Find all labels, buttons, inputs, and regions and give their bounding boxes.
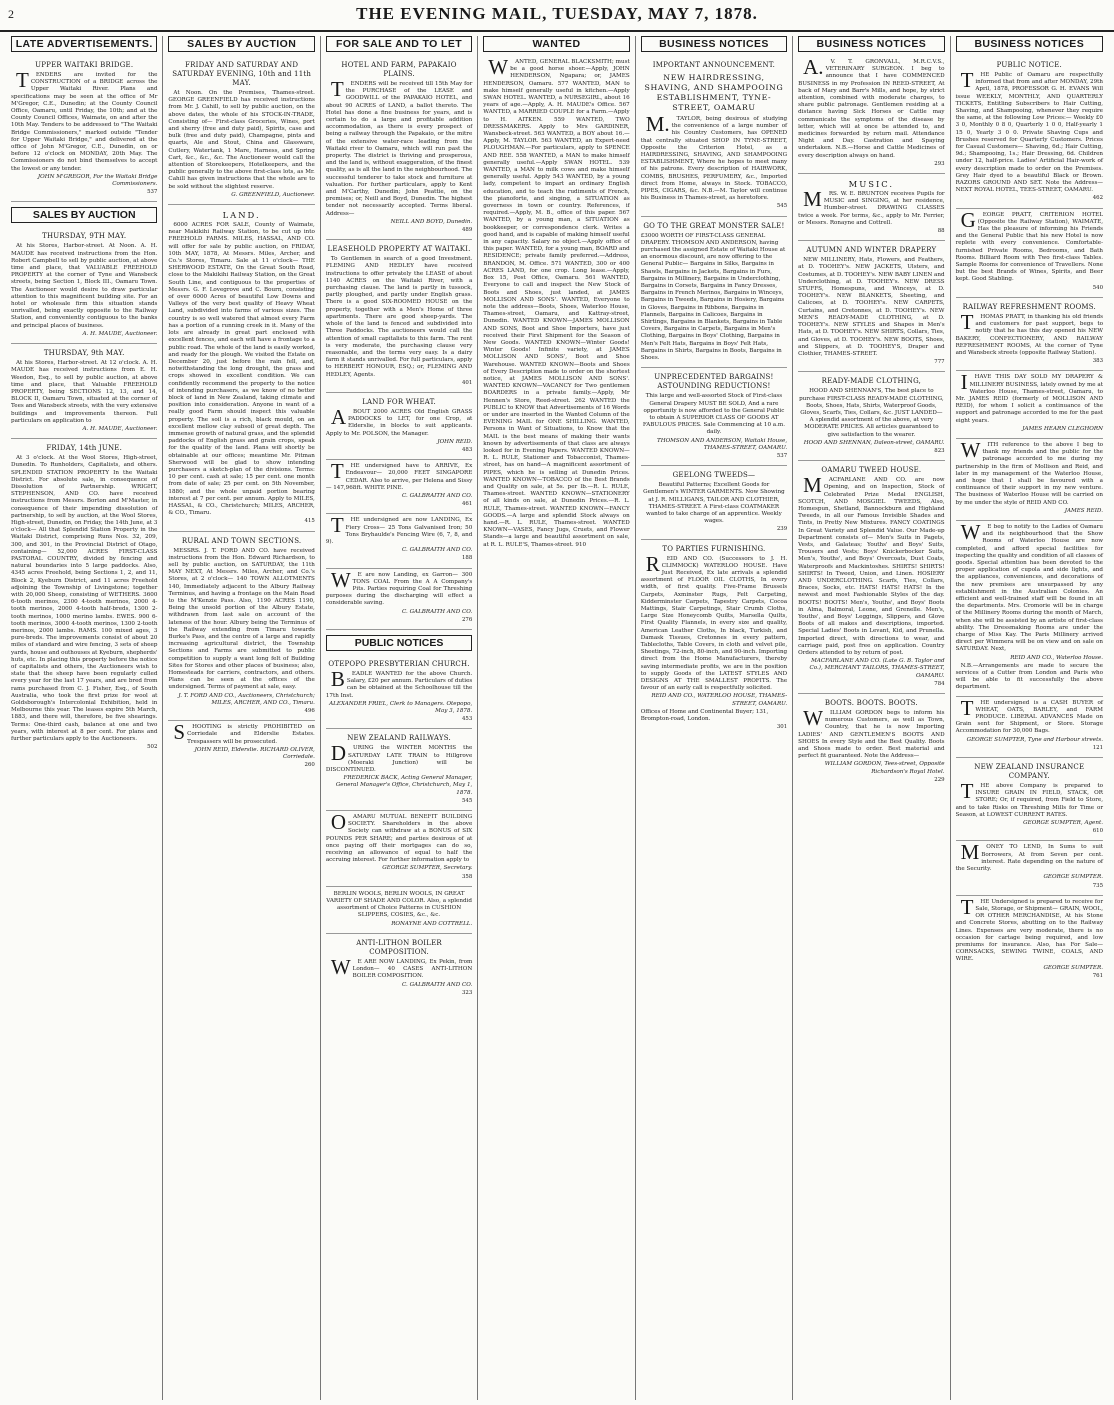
column-heading: WANTED <box>483 36 629 52</box>
ad-heading: UNPRECEDENTED BARGAINS! ASTOUNDING REDUCTIONS! <box>654 373 774 391</box>
advertisement <box>798 241 944 372</box>
column-business-notices-2 <box>793 36 950 1400</box>
ad-body: NEW MILLINERY, Hats, Flowers, and Feathers, at D. TOOHEY's. NEW JACKETS, Ulsters, and Costumes, at D. TOOHEY's. NEW BABY LINEN and Underclothing, at D. TOOHEY's. NEW DRESS STUFFS, Homespuns, and Winceys, at D. TOOHEY's. NEW BLANKETS, Sheeting, and Calicoes, at D. TOOHEY's. NEW CARPETS, Curtains, and Cretonnes, at D. TOOHEY's. NEW MEN'S READY-MADE CLOTHING, at D. TOOHEY's. NEW STYLES and Shapes in Men's Hats, at D. TOOHEY's. NEW SHIRTS, Collars, Ties, and Gloves, at D. TOOHEY's. NEW BOOTS, Shoes, and Slippers, at D. TOOHEY'S, Draper and Clothier, THAMES-STREET. <box>798 257 945 357</box>
advertisement <box>956 758 1103 841</box>
ad-signature: FREDERICK BACK, Acting General Manager, General Manager's Office, Christchurch, May 1, 1878. <box>335 775 473 796</box>
advertisement <box>11 439 157 756</box>
ad-reference: 323 <box>461 989 473 996</box>
advertisement <box>483 56 629 553</box>
ad-body: THE Public of Oamaru are respectfully informed that from and after MONDAY, 29th April, 1878, PROFESSOR G. H. EVANS Will issue WEEKLY, MONTHLY, AND QUARTERLY TICKETS, Entitling Subscribers to Hair Cutting, Shaving, and Shampooing, whenever they require the same, at the following Low Prices:— Weekly £0 3 0, Monthly 0 8 0, Quarterly 1 0 0, Half-yearly 1 15 0, Yearly 3 0 0. Private Shaving Cups and Brushes reserved for Quarterly Customers. Prices for Casual Customers— Shaving, 6d.; Hair Cutting, 9d.; Shampooing, 1s.; Hair Dressing, 6d. Children under 12, half-price. Ladies' Artificial Hair-work of every description made to order on the Premises. Grey Hair dyed to a beautiful Black or Brown. RAZORS GROUND AND SET. Note the Address— NEXT ROYAL HOTEL, TEES-STREET, OAMARU. <box>955 68 1103 194</box>
ad-signature: GEORGE SUMPTER, Tyne and Harbour streets. <box>966 736 1103 743</box>
ad-signature: C. GALBRAITH AND CO. <box>401 608 473 615</box>
ad-reference: 401 <box>461 379 473 386</box>
ad-signature: C. GALBRAITH AND CO. <box>401 547 473 554</box>
ad-reference: 383 <box>1092 358 1103 365</box>
ad-date: FRIDAY AND SATURDAY AND SATURDAY EVENING, 10th and 11th MAY. <box>172 61 312 87</box>
ad-body: THE undersigned have to ARRIVE, Ex Endeavour— 20,000 FEET SINGAPORE CEDAR. Also to arrive, per Helena and Sissy— 147,968ft. WHITE PINE. <box>325 459 473 491</box>
columns <box>6 36 1108 1400</box>
ad-heading: RAILWAY REFRESHMENT ROOMS. <box>962 302 1096 311</box>
advertisement <box>798 174 944 241</box>
ad-signature: GEORGE SUMPTER. <box>1043 964 1103 971</box>
ad-reference: 358 <box>461 873 473 880</box>
ad-body: WITH reference to the above I beg to thank my friends and the public for the patronage accorded to me during my partnership in the firm of Mollison and Reid, and later in my management of the Waterloo House, and hope that I shall be favoured with a continuance of their support in my new venture. The business of Waterloo House will be carried on by me under the style of REID AND CO. <box>955 437 1103 506</box>
advertisement <box>798 694 944 789</box>
ad-signature: JOHN M'GREGOR, For the Waitaki Bridge Commissioners. <box>37 173 158 188</box>
ad-heading: LAND FOR WHEAT. <box>362 397 436 406</box>
column-for-sale-and-to-let <box>321 36 478 1400</box>
advertisement <box>641 368 787 466</box>
ad-body: BEADLE WANTED for the above Church. Salary, £20 per annum. Particulars of duties can be obtained at the Schoolhouse till the 17th Inst. <box>325 667 473 699</box>
advertisement <box>798 56 944 174</box>
ad-signature: GEORGE SUMPTER. <box>1043 874 1103 881</box>
ad-signature: ALEXANDER FRIEL, Clerk to Managers. Otepopo, May 3, 1878. <box>329 700 473 715</box>
advertisement <box>326 569 472 630</box>
ad-reference: 537 <box>776 452 788 459</box>
ad-reference: 301 <box>776 724 788 731</box>
advertisement <box>956 371 1103 439</box>
advertisement <box>326 56 472 240</box>
advertisement <box>956 896 1103 985</box>
ad-reference: 88 <box>937 228 945 235</box>
ad-reference: 735 <box>1092 882 1103 889</box>
column-heading: LATE ADVERTISEMENTS. <box>11 36 157 52</box>
ad-reference: 545 <box>461 797 473 804</box>
ad-body: 6000 ACRES FOR SALE, County of Waimate, near Makikihi Railway Station, to be cut up into FREEHOLD FARMS. MILES, HASSAL, AND CO. will offer for sale by public auction, on FRIDAY, 10th MAY, 1878, At Messrs. Miles, Archer, and Co.'s Stores, Timaru. Sale at 11 o'clock— THE SHERWOOD ESTATE, On the Great South Road, close to the Makikihi Railway Station, on the Great South Line, and contiguous to the properties of Messrs. G. F. Lovegrove and C. Bourn, consisting of over 6000 Acres of beautiful Low Downs and Valleys of the very best quality of Heavy Wheat Land, subdivided into farms of various sizes. The country is so well watered that almost every Farm has a portion of a running creek in it. Many of the lots are already in great part enclosed with excellent fences, and each will have a frontage to a public road. The whole of the land is easily worked, and ready for the plough. We visited the Estate on December 20, just before the rain fell, and, notwithstanding the long drought, the grass and crops showed in excellent condition. We can confidently recommend the property to the notice of intending purchasers, as we know of no better block of land in New Zealand, taking climate and position into consideration. Anyone in want of a really good Farm should inspect this valuable property. The soil is a rich, black mould, on an excellent mellow clay subsoil of great depth. The immense growth of natural grass, and the splendid paddocks of English grass and grain crops, speak for the quality of the land. Plans will shortly be obtainable at our offices; meantime Mr. Pitman Sherwood will be glad to show intending purchasers a sketch-plan of the divisions. Terms: 10 per cent. cash at sale; 15 per cent. one month from date of sale; 25 per cent. on 5th November, 1880; and the whole unpaid portion bearing interest at 7 per cent. per annum. Apply to MILES, HASSAL, & CO., Christchurch; MILES, ARCHER, & CO., Timaru. <box>168 222 315 517</box>
ad-signature: C. GALBRAITH AND CO. <box>401 492 473 499</box>
ad-heading: OTEPOPO PRESBYTERIAN CHURCH. <box>328 660 470 668</box>
ad-signature: RONAYNE AND COTTRELL. <box>391 920 473 927</box>
advertisement <box>168 56 314 205</box>
ad-body: £3000 WORTH OF FIRST-CLASS GENERAL DRAPERY. THOMSON AND ANDERSON, having purchased the assigned Estate of Waitaki House at an enormous discount, are now offering to the General Public— Bargains in Silks, Bargains in Shawls, Bargains in Jackets, Bargains in Furs, Bargains in Millinery, Bargains in Underclothing, Bargains in Corsets, Bargains in Fancy Dresses, Bargains in French Merinos, Bargains in Winceys, Bargains in Tweeds, Bargains in Hosiery, Bargains in Gloves, Bargains in Ribbons, Bargains in Flannels, Bargains in Calicoes, Bargains in Shirtings, Bargains in Blankets, Bargains in Table Covers, Bargains in Carpets, Bargains in Men's Clothing, Bargains in Boys' Clothing, Bargains in Men's Felt Hats, Bargains in Boys' Felt Hats, Bargains in Shirts, Bargains in Boots, Bargains in Shoes. <box>640 232 786 362</box>
ad-date: THURSDAY, 9th MAY. <box>43 349 125 358</box>
ad-reference: 545 <box>776 203 788 210</box>
ad-signature: NEILL AND BOYD, Dunedin. <box>390 218 473 225</box>
advertisement <box>11 56 157 202</box>
ad-heading: AUTUMN AND WINTER DRAPERY <box>806 246 937 255</box>
ad-heading: ANTI-LITHON BOILER COMPOSITION. <box>356 938 442 956</box>
ad-signature: C. GALBRAITH AND CO. <box>401 981 473 988</box>
ad-signature: J. T. FORD AND CO., Auctioneers, Christchurch; MILES, ARCHER, AND CO., Timaru. <box>178 692 315 706</box>
ad-reference: 823 <box>934 447 945 454</box>
advertisement <box>641 56 787 217</box>
ad-body: WILLIAM GORDON begs to inform his numerous Customers, as well as Town, Country, that he is now Importing LADIES' AND GENTLEMEN'S BOOTS AND SHOES In every Style and the Best Quality. Boots and Shoes made to order. Best material and perfect fit guaranteed. Note the Address— <box>798 706 945 760</box>
ad-date: FRIDAY, 14th JUNE. <box>46 444 123 453</box>
ad-reference: 610 <box>1092 828 1103 835</box>
advertisement <box>798 372 944 461</box>
ad-reference: 260 <box>304 762 315 769</box>
advertisement <box>326 934 472 1002</box>
ad-heading: IMPORTANT ANNOUNCEMENT. <box>652 61 776 69</box>
advertisement <box>956 697 1103 758</box>
ad-heading: BOOTS. BOOTS. BOOTS. <box>824 699 918 708</box>
advertisement <box>326 811 472 887</box>
ad-signature: JOHN REID. <box>437 438 473 445</box>
ad-heading: OAMARU TWEED HOUSE. <box>821 466 922 475</box>
advertisement <box>326 514 472 568</box>
ad-heading: TO PARTIES FURNISHING. <box>662 544 766 553</box>
column-late-advertisements <box>6 36 163 1400</box>
ad-heading: PUBLIC NOTICE. <box>996 61 1062 69</box>
ad-heading: READY-MADE CLOTHING, <box>821 377 922 386</box>
ad-body: WE are now Landing, ex Garron— 300 TONS COAL From the A A Company's Pits. Parties requiring Coal for Threshing purposes during the discharging will effect a considerable saving. <box>325 567 473 607</box>
column-heading: BUSINESS NOTICES <box>641 36 787 52</box>
advertisement <box>798 461 944 694</box>
ad-heading: LEASEHOLD PROPERTY AT WAITAKI. <box>327 245 471 254</box>
ad-body: TENDERS are invited for the CONSTRUCTION of a BRIDGE across the Upper Waitaki River. Plans and specifications may be seen at the office of Mr M'Gregor, C.E., Dunedin; at the County Council Office, Oamaru, until Friday, the 10th; and at the County Council Offices, Waimate, on and after the 10th May. Tenders to be addressed to "The Waitaki Bridge Commissioners," marked outside "Tender for Upper Waitaki Bridge," and delivered at the office of John M'Gregor, C.E., Dunedin, on or before 12 o'clock on MONDAY, 20th May. The Commissioners do not bind themselves to accept the lowest or any tender. <box>11 68 158 172</box>
ad-body: THE undersigned is a CASH BUYER of WHEAT, OATS, BARLEY, and FARM PRODUCE. LIBERAL ADVANCES Made on Grain sent for Shipment, or Store. Storage Accommodation for 30,000 Bags. <box>955 695 1103 735</box>
section-heading: SALES BY AUCTION <box>11 207 157 223</box>
ad-reference: 415 <box>304 518 315 525</box>
ad-body: TENDERS will be received till 15th May for the PURCHASE of the LEASE and GOODWILL of the PAPAKAIO HOTEL, and about 90 ACRES of LAND, a ballot thereto. The Hotel has done a fine business for years, and is certain to do a large and profitable addition accommodation, as there is every prospect of being a railway through the Papakaio, or the mitre of the extensive water-race leading from the Waitaki river to Oamaru, which will run past the property. The district is thriving and prosperous, and the land is, without exaggeration, of the finest quality, as is all the land in the neighbourhood. The successful tenderer to take stock and furniture at valuation. For further particulars, apply to Kent and M'Carthy, Dunedin; John Peattie, on the premises; or, Neill and Boyd, Dunedin. The highest tender not necessarily accepted. Terms liberal. Address— <box>325 77 473 217</box>
advertisement <box>641 540 787 737</box>
page-number: 2 <box>8 7 14 21</box>
ad-heading: HOTEL AND FARM, PAPAKAIO PLAINS. <box>341 61 457 78</box>
ad-body: REID AND CO. (Successors to J. H. CLIMMOCK) WATERLOO HOUSE. Have Just Received, Ex late arrivals a splendid assortment of FLOOR OIL CLOTHS, In every width, of first quality. Five-Frame Brussels Carpets, Axminster Rugs, Felt Carpeting, Kidderminster Carpets, Tapestry Carpets, Cocoa Mattings, Stair Carpetings, Stair Crumb Cloths, Large Size Honeycomb Quilts, Marsella Quilts, First Quality Flannels, in every size and quality, American Leather Cloths, In black, Turkish, and Damask Tissues, Cretonnes in every pattern, Tablecloths, Table Covers, in cloth and velvet pile, Sheetings, 72-inch, 80-inch, and 90-inch. Importing direct from the Home Manufacturers, thereby saving intermediate profits, we are in the position to supply Goods of the LATEST STYLES AND DESIGNS AT THE SMALLEST PROFITS. The favour of an early call is respectfully solicited. <box>640 551 788 692</box>
advertisement <box>326 655 472 729</box>
ad-signature: HOOD AND SHENNAN, Daleon-street, OAMARU. <box>803 439 945 446</box>
ad-reference: 496 <box>304 708 315 715</box>
section-heading: PUBLIC NOTICES <box>326 635 472 651</box>
ad-signature: REID AND CO., WATERLOO HOUSE, THAMES-STREET, OAMARU. <box>651 693 788 707</box>
ad-signature: GEORGE SUMPTER, Agent. <box>1023 820 1103 827</box>
advertisement <box>326 240 472 393</box>
ad-reference: 540 <box>1092 284 1103 291</box>
ad-signature: REID AND CO., Waterloo House. <box>1010 654 1103 661</box>
advertisement <box>956 439 1103 521</box>
ad-body: SHOOTING is strictly PROHIBITED on Corriedale and Elderslie Estates. Trespassers will be prosecuted. <box>173 720 315 745</box>
ad-body: At 3 o'clock. At the Wool Stores, High-street, Dunedin. To Runholders, Capitalists, and others. SPLENDID STATION PROPERTY In the Waitaki District. For absolute sale, in consequence of Dissolution of Partnership. WRIGHT, STEPHENSON, AND CO. have received instructions from Messrs. Borton and M'Master, in consequence of their impending dissolution of partnership, to sell by auction, at the Wool Stores, High-street, Dunedin, on Friday, the 14th June, at 3 o'clock— All that Splendid Station Property in the Waitaki District, comprising Runs Nos. 32, 209, 300, and 301, in the Provincial District of Otago, containing— 52,000 ACRES FIRST-CLASS PASTORAL COUNTRY, divided by fencing and natural boundaries into 5 large paddocks. Also, 4345 acres Freehold, being Sections 1, 2, and 11, Block 2, Kyeburn District, and 11 acres Freehold adjoining the Township of Livingstone; together with 20,000 Sheep, consisting of WETHERS. 3600 6-tooth merinos, 2300 4-tooth merinos, 2000 4-tooth merinos, 2000 4-tooth half-breds, 1300 2-tooth merinos, 1000 merino lambs. EWES. 900 6-tooth merinos, 3000 4-tooth merinos, 1300 2-tooth merinos, 2000 lambs. RAMS. 100 mixed ages, 3 pure-breds. The improvements consist of about 20 miles of standard and wire fencing, 3 sets of sheep yards, house and outhouses at Kyeburn, shepherds' huts, etc. In placing this property before the notice of capitalists and others, the Auctioneers wish to state that the sheep have been regularly culled every year for the last 17 years, and are bred from rams purchased from C. J. Fisher, Esq., of South Australia, who took the first prize for wool at Goldsborough's Intercolonial Exhibition, held in Melbourne this year. The leases expire 5th March, 1883, and there will, therefore, be five shearings. Terms: One-third cash, balance at one and two years, with interest at 8 per cent. For plans and further particulars apply to the Auctioneers. <box>11 455 158 743</box>
ad-body: GEORGE PRATT, CRITERION HOTEL (Opposite the Railway Station), WAIMATE, Has the pleasure of informing his Friends and the General Public that his new Hotel is now replete with every convenience. Comfortable-furnished Private Rooms, Bedrooms, and Bath Rooms. Billiard Room with Two first-class Tables. Sample Rooms for convenience of Travellers. None but the best Brands of Wines, Spirits, and Beer kept. Good Stabling. <box>955 207 1103 283</box>
ad-signature: A. H. MAUDE, Auctioneer. <box>82 425 158 432</box>
ad-body: WE beg to notify to the Ladies of Oamaru and its neighbourhood that the Show Rooms of Waterloo House are now completed, and afford special facilities for inspecting the quality and condition of all classes of goods. Special attention has been devoted to the proper application of cupola and side lights, and the appliances, conveniences, and decorations of the new premises are unsurpassed by any establishment in the Australian Colonies. An efficient and well-trained staff will be found in all the departments. Mrs. Cromorie will be in charge of the Millinery Rooms during the month of March, when she will be assisted by an artiste of first-class ability. The Dressmaking Rooms are under the charge of Miss Kay. The Paris Millinery arrived direct per Wimmera will be on view and on sale on SATURDAY. Next, <box>955 519 1103 653</box>
advertisement <box>11 227 157 344</box>
column-business-notices-1 <box>636 36 793 1400</box>
advertisement <box>956 841 1103 895</box>
ad-reference: 761 <box>1092 972 1103 979</box>
ad-body: ABOUT 2000 ACRES Old English GRASS PADDOCKS to LET, for one Crop, at Elderslie, in blocks to suit applicants. Apply to Mr. POLSON, the Manager. <box>325 404 473 437</box>
ad-body: BERLIN WOOLS, BERLIN WOOLS, IN GREAT VARIETY OF SHADE AND COLOR. Also, a splendid assortment of Choice Patterns in CUSHION SLIPPERS, COSIES, &c., &c. <box>326 890 472 919</box>
ad-reference: 121 <box>1092 744 1103 751</box>
ad-signature: WILLIAM GORDON, Tees-street, Opposite Richardson's Royal Hotel. <box>824 761 945 775</box>
advertisement <box>326 460 472 514</box>
ad-title: NEW HAIRDRESSING, SHAVING, AND SHAMPOOING ESTABLISHMENT, TYNE-STREET, OAMARU <box>644 73 784 112</box>
ad-reference: 537 <box>147 189 158 196</box>
ad-reference: 777 <box>934 359 945 366</box>
ad-reference: 188 <box>461 555 473 562</box>
wanted-notices: WANTED, GENERAL BLACKSMITH; must be a good horse shoer.—Apply, JOHN HENDERSON, Ngapara; or, JAMES HENDERSON, Oamaru. 577 WANTED, MAN to make himself generally useful in kitchen.—Apply SWAN HOTEL. WANTED, a NURSEGIRL, about 16 years of age.—Apply, A. H. MAUDE's Office. 567 WANTED, a MARRIED COUPLE for a Farm.—Apply to H. AITKEN. 559 WANTED, TWO DRESSMAKERS. Apply to Mrs GARDINER, Wansbeck-street. 563 WANTED, a BOY about 16.—Apply, M. TAYLOR. 563 WANTED, an Expert-need PLOUGHMAN.—For particulars, apply to SPENCE AND REE. 558 WANTED, a MAN to make himself generally useful.—Apply SWAN HOTEL. 539 WANTED, a MAN to milk cows and make himself generally useful. Apply 543 WANTED, by a young lady, competent to impart an ordinary English education, and to teach the rudiments of French, the pianoforte, and singing, a SITUATION as governess in town or country. References, if required.—Apply, M. B., office of this paper. 567 WANTED, by a young man, a SITUATION as bookkeeper, or correspondence clerk. Writes a good hand, and is capable of making himself useful in any capacity. Salary no object.—Apply office of this paper. WANTED, for a young man, BOARD and RESIDENCE; private family preferred.—Address, BRANDON, M. Office. 571 WANTED, 300 or 400 ACRES LAND, for one crop. Long lease.—Apply, Box 15, Post Office, Oamaru. 561 WANTED, Everyone to call and inspect the New Stock of Boots and Shoes, just landed, at JAMES MOLLISON AND SONS'. WANTED, Everyone to note the address—Boots, Shoes, Waterloo House, Thames-street, Oamaru, and Kattray-street, Dunedin. WANTED KNOWN—JAMES MOLLISON AND SONS, Boot and Shoe Importers, have just received their First Shipment for the Season of New Goods. WANTED KNOWN—Winter Goods! Winter Goods! Infinite variety, at JAMES MOLLISON AND SONS', Boot and Shoe Warehouse. WANTED KNOWN—Boots and Shoes of Every Description made to order on the shortest notice, at JAMES MOLLISON AND SONS'. WANTED KNOWN—VACANCY for Two gentlemen BOARDERS in a private family.—Apply, Mr Hennen's Store, Reed-street. 262 WANTED the PUBLIC to KNOW that Advertisements of 16 Words or under are inserted in the Wanted Column of the EVENING MAIL for ONE SHILLING. WANTED, Persons in Want of Situations, to Know that the MAIL is the best means of making their wants known by advertisements of that class are always looked for in Evening Papers. WANTED KNOWN—R. L. RULE, Stationer and Tobacconist, Thames-street, has on hand—A magnificent assortment of PIPES, which he is selling at Dunedin Prices. WANTED KNOWN—TOBACCO of the Best Brands and Quality on sale, at 5s. per lb.—R. L. RULE, Thames-street. WANTED KNOWN—STATIONERY of all kinds on sale, at Dunedin Prices.—R. L. RULE, Thames-street. WANTED KNOWN—FANCY GOODS.—A large and splendid Stock always on hand.—R. L. RULE, Thames-street. WANTED KNOWN—VASES, Fancy Jugs, Cruets, and Flower Stands—a large and beautiful assortment on sale, at R. L. RULE'S, Thames-street. 910 <box>483 55 630 548</box>
ad-body: THE Undersigned is prepared to receive for Sale, Storage, or Shipment— GRAIN, WOOL, OR OTHER MERCHANDISE, At his Stone and Concrete Stores, abutting on to the Railway Lines. Expenses are very moderate, there is no occasion for cartage being required, and low premiums for insurance. Also, has For Sale— CORNSACKS, SEWING TWINE, COALS, AND WIRE. <box>955 894 1104 963</box>
advertisement <box>956 298 1103 371</box>
ad-heading: MUSIC. <box>848 179 895 190</box>
newspaper-title: THE EVENING MAIL, TUESDAY, MAY 7, 1878. <box>356 4 758 23</box>
ad-date: THURSDAY, 9TH MAY. <box>42 232 127 241</box>
ad-reference: 239 <box>776 526 788 533</box>
ad-body: DURING the WINTER MONTHS the SATURDAY LATE TRAIN to Hillgrove (Moeraki Junction) will be DISCONTINUED. <box>325 741 473 774</box>
ad-reference: 489 <box>461 227 473 234</box>
advertisement <box>11 344 157 439</box>
ad-body: At his Stores, Harbor-street. At Noon. A. H. MAUDE has received instructions from the Hon. Robert Campbell to sell by public auction, at above time and place, that VALUABLE FREEHOLD PROPERTY at the corner of Tyne and Wansbeck streets, being Section 1, Block III., Oamaru Town. The Auctioneer would desire to draw particular attention to this magnificent building site. For an hotel or wholesale firm this situation stands unrivalled, being exactly opposite to the Railway Station, and conveniently contiguous to the banks and principal places of business. <box>11 243 158 329</box>
ad-reference: 461 <box>461 501 473 508</box>
ad-reference: 453 <box>461 716 473 723</box>
ad-reference: 293 <box>934 160 945 167</box>
ad-body: This large and well-assorted Stock of First-class General Drapery MUST BE SOLD, And a rare opportunity is now afforded to the General Public to obtain A SUPERIOR CLASS OF GOODS AT FABULOUS PRICES. Sale Commencing at 10 a.m. daily. <box>642 393 785 436</box>
ad-body: HOOD AND SHENNAN'S, The best place to purchase FIRST-CLASS READY-MADE CLOTHING, Boots, Shoes, Hats, Shirts, Waterproof Goods, Gloves, Scarfs, Ties, Collars, &c. JUST LANDED— A splendid assortment of the above, at very MODERATE PRICES. All articles guaranteed to give satisfaction to the wearer. <box>799 388 944 438</box>
ad-heading: RURAL AND TOWN SECTIONS. <box>181 536 302 545</box>
advertisement <box>956 521 1103 697</box>
ad-body: Beautiful Patterns; Excellent Goods for Gentlemen's WINTER GARMENTS. Now Showing at J. R. MILLIGANS, TAILOR AND CLOTHIER, THAMES-STREET. A First-class COATMAKER wanted to take charge of an apprentice. Weekly wages. <box>643 482 785 525</box>
column-wanted <box>478 36 635 1400</box>
column-sales-by-auction <box>163 36 320 1400</box>
advertisement <box>326 729 472 811</box>
ad-body: MACFARLANE AND CO. are now Opening, and on Inspection, Stock of Celebrated Prize Medal ENGLISH, SCOTCH, AND MOSGIEL TWEEDS, Also, Homespun, Shetland, Bannockburn and Highland Tweeds, in all our Famous Invisible Shades and Tints, in Pretty New Mixtures. FANCY COATINGS In Great Variety and Splendid Value. Our Made-up Department consists of— Men's Suits in Pagets, Vests, and Galateas; Youths' and Boys' Suits, Trousers and Vests; Boys' Knickerbocker Suits, Men's, Youths', and Boys' Overcoats, Dust Coats, Waterproofs and Mackintoshes. SHIRTS! SHIRTS! SHIRTS! In Tweed, Union, and Linen. HOSIERY AND UNDERCLOTHING. Scarfs, Ties, Collars, Braces, Socks, etc. HATS! HATS! HATS! In the newest and most Fashionable Styles of the day. BOOTS! BOOTS! Men's, Youths', and Boys' Boots in Alma, Balmoral, Leone, and Grenelle. Men's, Youths', and Boys' Leggings, Slippers, and Glove Boots of all makes and descriptions, imported. Special Ladies' Boots in Levant, Kid, and Prunella. Imported direct, with directions to wear, and carriage paid, post free on application. Country Orders attended to by return of post. <box>798 473 945 657</box>
ad-heading: LAND. <box>222 210 261 221</box>
ad-footer: Offices of Home and Continental Buyer; 131, Brompton-road, London. <box>640 708 769 723</box>
ad-body: OAMARU MUTUAL BENEFIT BUILDING SOCIETY. Shareholders in the above Society can withdraw at a BONUS of SIX POUNDS PER SHARE; and parties desirous of at once paying off their mortgages can do so, receiving an allowance of equal to half the accruing interest. For further information apply to <box>325 810 473 864</box>
ad-reference: 276 <box>461 616 473 623</box>
ad-reference: 462 <box>1092 195 1103 202</box>
ad-body: THOMAS PRATT, in thanking his old friends and customers for past support, begs to notify that he has this day opened his NEW BAKERY, CONFECTIONERY, AND RAILWAY REFRESHMENT ROOMS, At the corner of Tyne and Wansbeck streets (opposite Railway Station). <box>955 309 1103 356</box>
ad-signature: G. GREENFIELD, Auctioneer. <box>231 191 315 198</box>
advertisement <box>326 393 472 460</box>
advertisement <box>326 887 472 934</box>
ad-note: N.B.—Arrangements are made to secure the services of a Cutter from London and Paris who will be able to fit successfully the above department. <box>955 662 1103 691</box>
ad-heading: NEW ZEALAND INSURANCE COMPANY. <box>974 763 1085 781</box>
advertisement <box>168 532 314 722</box>
ad-reference: 784 <box>934 680 945 687</box>
ad-heading: GO TO THE GREAT MONSTER SALE! <box>643 221 785 230</box>
ad-signature: JOHN REID, Elderslie. RICHARD OLIVER, Corriedale. <box>194 746 315 761</box>
ad-body: MONEY TO LEND, In Sums to suit Borrowers, At from Seven per cent. interest. Rate depending on the nature of the Security. <box>955 840 1103 873</box>
ad-body: MRS. W. E. BRUNTON receives Pupils for MUSIC and SINGING, at her residence, Humber-street. DRAWING CLASSES twice a week. For terms, &c., apply to Mr. Ferrier, or Messrs. Ronayne and Cottrell. <box>798 187 945 226</box>
ad-signature: GEORGE SUMPTER, Secretary. <box>382 865 473 872</box>
ad-body: To Gentlemen in search of a good Investment. FLEMING AND HEDLEY have received instructions to offer privately the LEASE of about 1140 ACRES on the Waitaki River, with a purchasing clause. The land is partly in tussock, partly ploughed, and partly under English grass. There is a good SIX-ROOMED HOUSE on the property, together with a Men's Home of three apartments. There are good sheep-yards. The whole of the land is fenced and subdivided into Three Paddocks. The auctioneers would call the attention of small capitalists to this farm. The rent is very moderate, the purchasing clause very reasonable, and the terms very easy. Is a dairy farm it stands unrivalled. For full particulars, apply to HERBERT HONOUR, ESQ.; or, FLEMING AND HEDLEY, Agents. <box>325 256 473 378</box>
ad-body: M.TAYLOR, being desirous of studying the convenience of a large number of his Country Customers, has OPENED that centrally situated SHOP IN TYNE-STREET, Opposite the Criterion Hotel, as a HAIRDRESSING, SHAVING, AND SHAMPOOING ESTABLISHMENT, Where he hopes to meet many of his patrons. Every description of HAIRWORK, COMBS, BRUSHES, PERFUMERY, &c., Imported direct from Home, always in Stock. TOBACCO, PIPES, CIGARS, &c. N.B.—M. Taylor will continue his Business in Thames-street, as heretofore. <box>640 112 788 202</box>
ad-signature: A. H. MAUDE, Auctioneer. <box>82 330 158 337</box>
ad-heading: GEELONG TWEEDS— <box>672 471 756 480</box>
ad-heading: UPPER WAITAKI BRIDGE. <box>35 61 134 69</box>
advertisement <box>168 721 314 774</box>
column-heading: BUSINESS NOTICES <box>798 36 944 52</box>
ad-reference: 483 <box>461 446 473 453</box>
advertisement <box>956 56 1103 209</box>
column-heading: SALES BY AUCTION <box>168 36 314 52</box>
ad-reference: 502 <box>147 744 158 751</box>
ad-reference: 229 <box>934 776 945 783</box>
ad-signature: THOMSON AND ANDERSON, Waitaki House, THAMES-STREET, OAMARU. <box>656 437 788 451</box>
column-heading: BUSINESS NOTICES <box>956 36 1103 52</box>
masthead <box>0 0 1114 32</box>
ad-body: THE undersigned are now LANDING, Ex Fiery Cross— 25 Tons Galvanised Iron; 50 Tons Bryhaulde's Fencing Wire (6, 7, 8, and 9). <box>325 513 473 545</box>
ad-signature: JAMES HEARN CLEGHORN <box>1022 425 1103 432</box>
ad-signature: JAMES REID. <box>1064 507 1103 514</box>
ad-body: At Noon. On the Premises, Thames-street. GEORGE GREENFIELD has received instructions from Mr. J. Cahill, to sell by public auction, on the above dates, the whole of his STOCK-IN-TRADE, Consisting of— First-class Groceries, Wines, port and sherry (free and duty paid), Spirits, case and bulk (free and duty paid), Champagne, pints and quarts, Ale and Stout, China and Glassware, Cutlery, Watertank, 1 Mare, Harness, and Spring Cart, &c., &c., &c. The Auctioneer would call the attention of Storekeepers, Hotelkeepers, and the public generally to the above first-class lots, as Mr. Cahill has given instructions that the whole are to be sold without the slightest reserve. <box>168 90 315 190</box>
ad-body: WE ARE NOW LANDING, Ex Pekin, from London— 40 CASES ANTI-LITHON BOILER COMPOSITION. <box>330 954 473 980</box>
advertisement <box>641 217 787 369</box>
advertisement <box>168 205 314 532</box>
ad-body: THE above Company is prepared to INSURE GRAIN IN FIELD, STACK, OR STORE; Or, if required, from Field to Store, and to take Risks on Threshing Mills for Time or Season, at LOWEST CURRENT RATES. <box>955 779 1103 818</box>
ad-heading: NEW ZEALAND RAILWAYS. <box>347 734 451 743</box>
ad-body: IHAVE THIS DAY SOLD MY DRAPERY & MILLINERY BUSINESS, lately owned by me at Waterloo House, Thames-street, Oamaru, to Mr. JAMES REID (formerly of MOLLISON AND REID), for whom I solicit a continuance of the support and patronage accorded to me for the past eight years. <box>955 370 1103 424</box>
ad-signature: MACFARLANE AND CO. (Late G. B. Taylor and Co.), MERCHANT TAILORS, THAMES-STREET, OAMARU. <box>809 658 945 679</box>
column-business-notices-3 <box>951 36 1108 1400</box>
advertisement <box>956 209 1103 298</box>
advertisement <box>641 466 787 539</box>
ad-body: MESSRS. J. T. FORD AND CO. have received instructions from the Hon. Edward Richardson, to sell by public auction, on SATURDAY, the 11th MAY NEXT, At Messrs. Miles, Archer, and Co.'s Stores, at 2 o'clock— 140 TOWN ALLOTMENTS 140, Immediately adjacent to the Albury Railway Terminus, and having a frontage on the Main Road to the M'Kenzie Pass. Also, 1190 ACRES 1190, Being the unsold portion of the Albury Estate, withdrawn from last sale on account of the lateness of the hour. Albury being the Terminus of the Railway extending from Timaru towards Burke's Pass, and the centre of a large and rapidly increasing agricultural district, the Township Sections and Farms are submitted to public competition to supply a want long felt of Building Sites for Stores and other places of business; also, Homesteads for carriers, contractors, and others. Plans can be seen at the offices of the undersigned. Terms of payment at sale, easy. <box>168 547 315 691</box>
column-heading: FOR SALE AND TO LET <box>326 36 472 52</box>
ad-body: At his Stores, Harbor-street. At 12 o'clock. A. H. MAUDE has received instructions from E. H. Weedon, Esq., to sell by public auction, at above time and place, that Valuable FREEHOLD PROPERTY, being SECTIONS 12, 13, and 14, BLOCK II, Oamaru Town, situated at the corner of Tees and Wansbeck streets, with the very extensive buildings and improvements thereon. Full particulars on application to <box>11 360 158 424</box>
ad-body: A.V. T. GRONVALL, M.R.C.V.S., VETERINARY SURGEON. I beg to announce that I have COMMENCED BUSINESS in my Profession IN REED-STREET, At back of Mary and Barr's Mills, and hope, by strict attention, combined with moderate charges, to share public patronage. Gentlemen residing at a distance having Sick Horses or Cattle may communicate the symptoms of the disease by letter, which will at once be attended to, and medicines forwarded by return mail. Attendance Night and Day. Castration and Spaying undertaken. N.B.—Horse and Cattle Medicines of every description always on hand. <box>798 55 945 159</box>
